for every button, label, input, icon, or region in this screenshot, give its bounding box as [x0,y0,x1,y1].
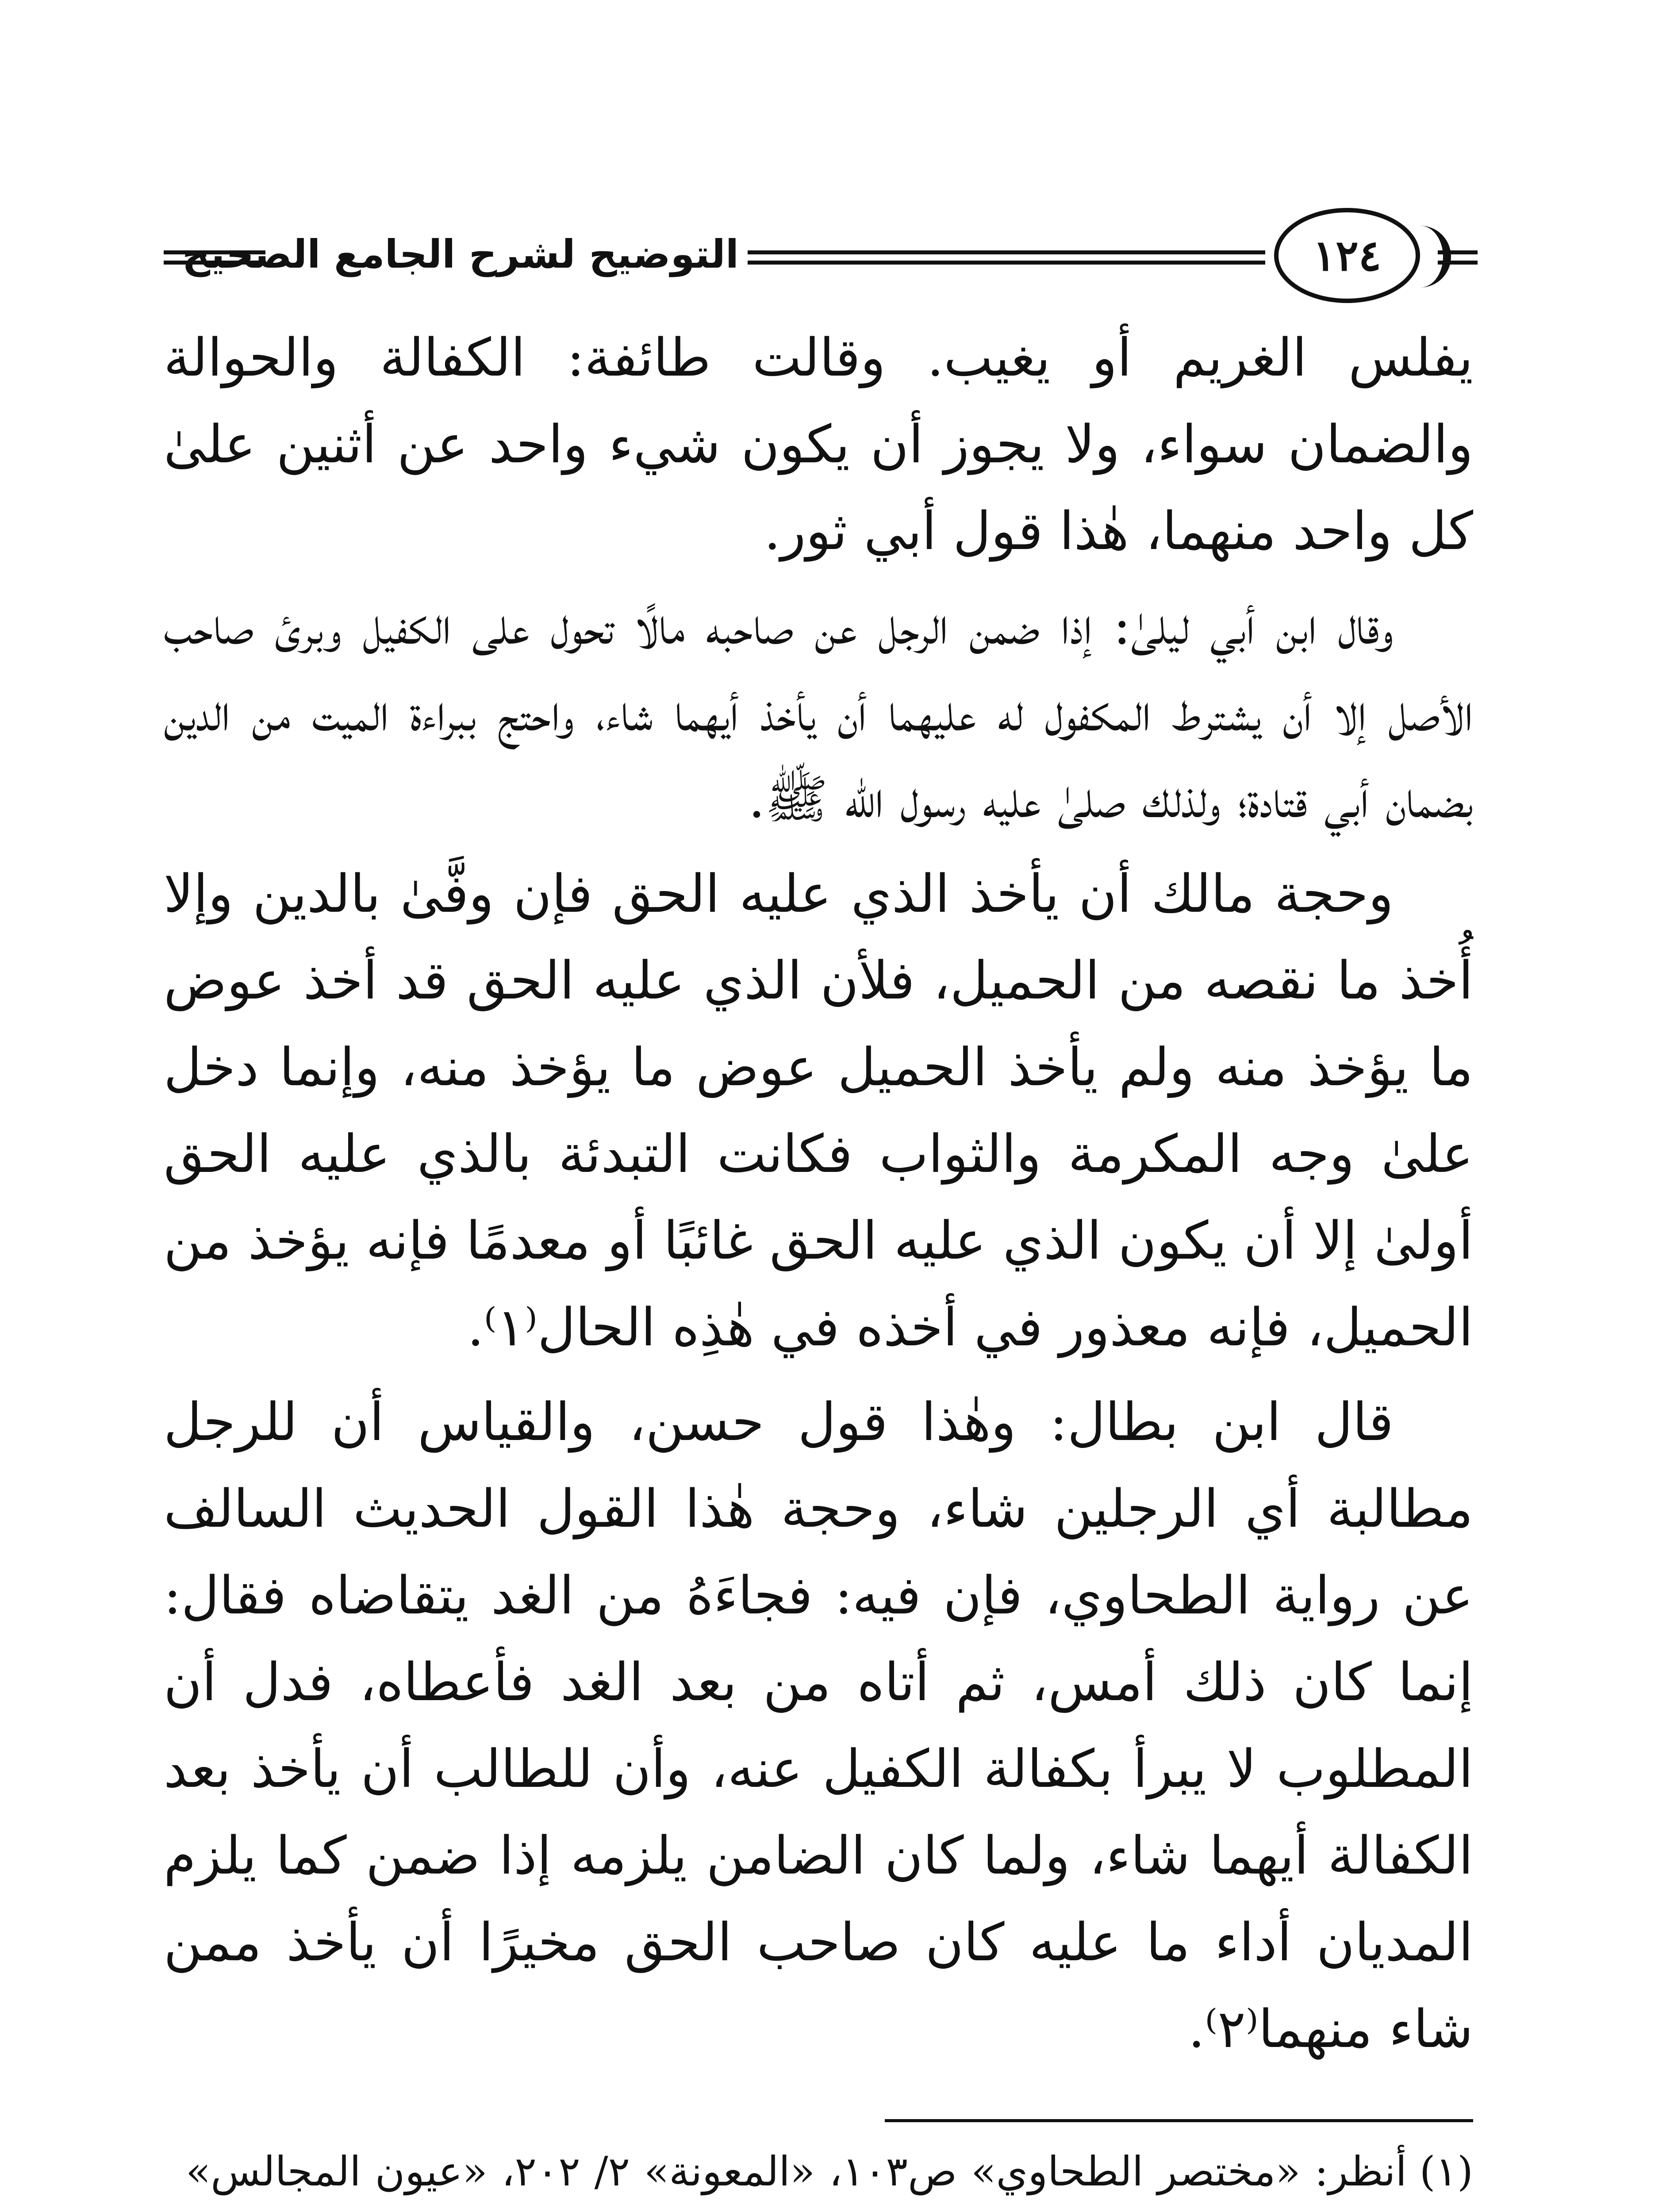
footnote-number: (١) [1419,2148,1473,2195]
page-number: ١٢٤ [1274,208,1420,303]
paragraph: قال ابن بطال: وهٰذا قول حسن، والقياس أن للرجل مطالبة أي الرجلين شاء، وحجة هٰذا القول الحديث السالف عن رواية الطحاوي، فإن فيه: فجاءَهُ من الغد يتقاضاه فقال: إنما كان ذلك أمس، ثم أتاه من بعد الغد فأعطاه، فدل أن المطلوب لا يبرأ بكفالة الكفيل عنه، وأن للطالب أن يأخذ بعد الكفالة أيهما شاء، ولما كان الضامن يلزمه إذا ضمن كما يلزم المديان أداء ما عليه كان صاحب الحق مخيرًا أن يأخذ ممن شاء منهما⁽٢⁾. [164,1391,1473,2059]
footnotes [186,2137,1473,2212]
header-rule-middle [748,250,1265,265]
page-header [164,208,1469,305]
paragraph: يفلس الغريم أو يغيب. وقالت طائفة: الكفالة والحوالة والضمان سواء، ولا يجوز أن يكون شيء واحد عن أثنين علىٰ كل واحد منهما، هٰذا قول أبي ثور. [164,327,1473,561]
footnote-separator [885,2119,1473,2122]
paragraph: وحجة مالك أن يأخذ الذي عليه الحق فإن وفَّىٰ بالدين وإلا أُخذ ما نقصه من الحميل، فلأن الذي عليه الحق قد أخذ عوض ما يؤخذ منه ولم يأخذ الحميل عوض ما يؤخذ منه، وإنما دخل علىٰ وجه المكرمة والثواب فكانت التبدئة بالذي عليه الحق أولىٰ إلا أن يكون الذي عليه الحق غائبًا أو معدمًا فإنه يؤخذ من الحميل، فإنه معذور في أخذه في هٰذِه الحال⁽١⁾. [164,863,1473,1358]
main-text [164,314,1473,2080]
footnote-text: أنظر: «مختصر الطحاوي» ص١٠٣، «المعونة» ٢/ ٢٠٢، «عيون المجالس» [186,2148,1407,2195]
footnote [186,2137,1473,2212]
paragraph: وقال ابن أبي ليلىٰ: إذا ضمن الرجل عن صاحبه مالًا تحول على الكفيل وبرئ صاحب الأصل إلا أن يشترط المكفول له عليهما أن يأخذ أيهما شاء، واحتج ببراءة الميت من الدين بضمان أبي قتادة؛ ولذلك صلىٰ عليه رسول الله ﷺ. [164,595,1473,830]
running-title: التوضيح لشرح الجامع الصحيح [182,231,739,277]
header-rule-right [1438,250,1478,265]
